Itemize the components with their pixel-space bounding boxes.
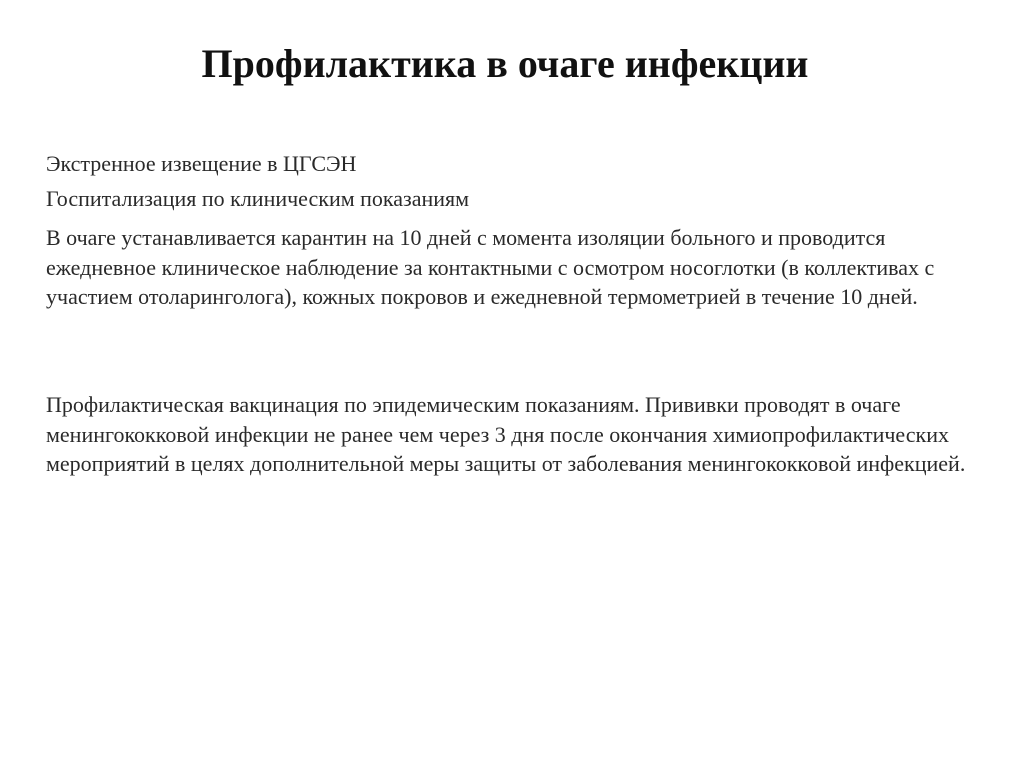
paragraph-notification: Экстренное извещение в ЦГСЭН (46, 151, 357, 176)
paragraph-hospitalization: Госпитализация по клиническим показаниям (46, 186, 470, 211)
paragraph-vaccination: Профилактическая вакцинация по эпидемическим показаниям. Прививки проводят в очаге менингококковой инфекции не ранее чем через 3 дня после окончания химиопрофилактических мероприятий в целях дополнительной меры защиты от заболевания менингококковой инфекцией. (46, 392, 966, 476)
slide-title: Профилактика в очаге инфекции (201, 41, 809, 86)
paragraph-quarantine: В очаге устанавливается карантин на 10 дней с момента изоляции больного и проводится ежедневное клиническое наблюдение за контактными с осмотром носоглотки (в коллективах с участием отоларинголога), кожных покровов и ежедневной термометрией в течение 10 дней. (46, 225, 935, 309)
